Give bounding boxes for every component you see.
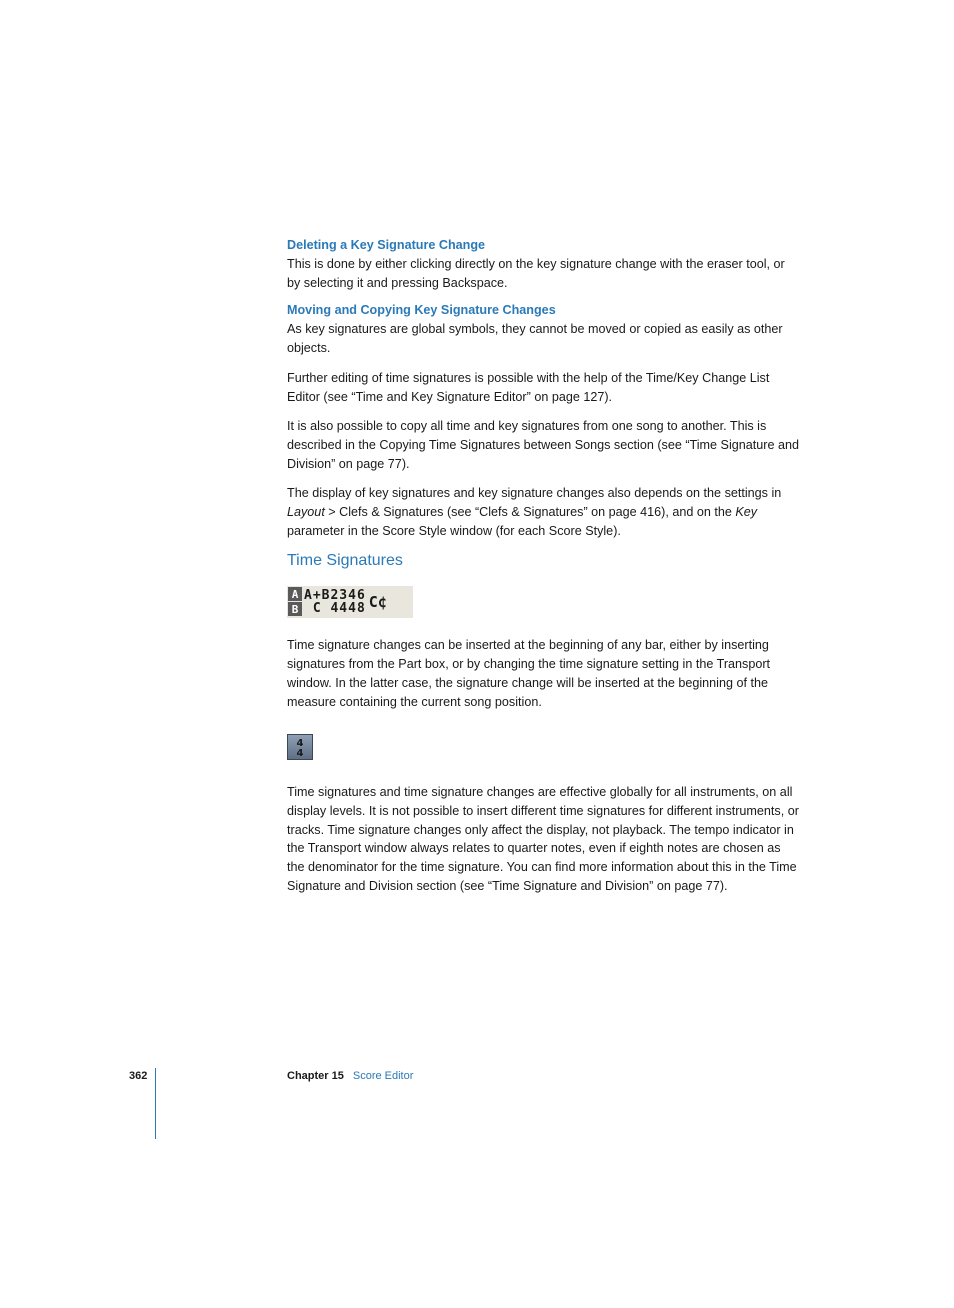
ab-box-top: A	[288, 587, 302, 602]
section-title-time-signatures: Time Signatures	[287, 552, 403, 570]
common-time-symbols: C¢	[368, 593, 387, 612]
chapter-title: Score Editor	[352, 1070, 414, 1082]
paragraph-inserting: Time signature changes can be inserted at the beginning of any bar, either by inserting signatures from the Part box, or by changing the time signature setting in the Transport window. In the latter case, the signature change will be inserted at the beginning of the measure containing the current song position.	[287, 638, 771, 709]
paragraph-deleting: This is done by either clicking directly on the key signature change with the eraser tool, or by selecting it and pressing Backspace.	[287, 257, 785, 290]
time-signature-tool-icon	[287, 734, 313, 760]
ab-box-bottom: B	[288, 602, 302, 617]
paragraph-display	[287, 484, 799, 540]
display-text-2: > Clefs & Signatures (see “Clefs & Signatures” on page 416), and on the	[324, 505, 736, 520]
paragraph-further-editing: Further editing of time signatures is possible with the help of the Time/Key Change List Editor (see “Time and Key Signature Editor” on page 127).	[287, 370, 770, 404]
time-signature-palette	[287, 586, 413, 618]
footer-chapter	[287, 1070, 413, 1082]
signature-numbers	[304, 589, 366, 615]
display-text-1: The display of key signatures and key signature changes also depends on the settings in	[287, 486, 782, 501]
heading-moving-copying: Moving and Copying Key Signature Changes	[287, 303, 556, 318]
chapter-label: Chapter 15	[287, 1070, 344, 1082]
signature-bottom-row: C 4448	[304, 601, 366, 617]
page-number: 362	[129, 1070, 148, 1082]
paragraph-copy-signatures: It is also possible to copy all time and key signatures from one song to another. This is described in the Copying Time Signatures between Songs section (see “Time Signature and Division” on page 77).	[287, 419, 799, 471]
display-key-italic: Key	[735, 505, 758, 520]
heading-deleting-key-signature: Deleting a Key Signature Change	[287, 238, 486, 252]
ab-box	[288, 587, 302, 617]
display-layout-italic: Layout	[287, 505, 325, 520]
paragraph-global-effect: Time signatures and time signature changes are effective globally for all instruments, on all display levels. It is not possible to insert different time signatures for different instruments, or tracks. Time signature changes only affect the display, not playback. The tempo indicator in the Transport window always relates to quarter notes, even if eighth notes are chosen as the denominator for the time signature. You can find more information about this in the Time Signature and Division section (see “Time Signature and Division” on page 77).	[287, 785, 799, 893]
signature-top-row: A+B2346	[304, 588, 366, 604]
page-content	[287, 236, 799, 895]
paragraph-moving: As key signatures are global symbols, they cannot be moved or copied as easily as other objects.	[287, 322, 783, 356]
svg-text:4: 4	[296, 738, 304, 750]
svg-text:4: 4	[296, 748, 304, 759]
footer-divider	[155, 1068, 156, 1139]
display-text-3: parameter in the Score Style window (for each Score Style).	[287, 523, 621, 538]
